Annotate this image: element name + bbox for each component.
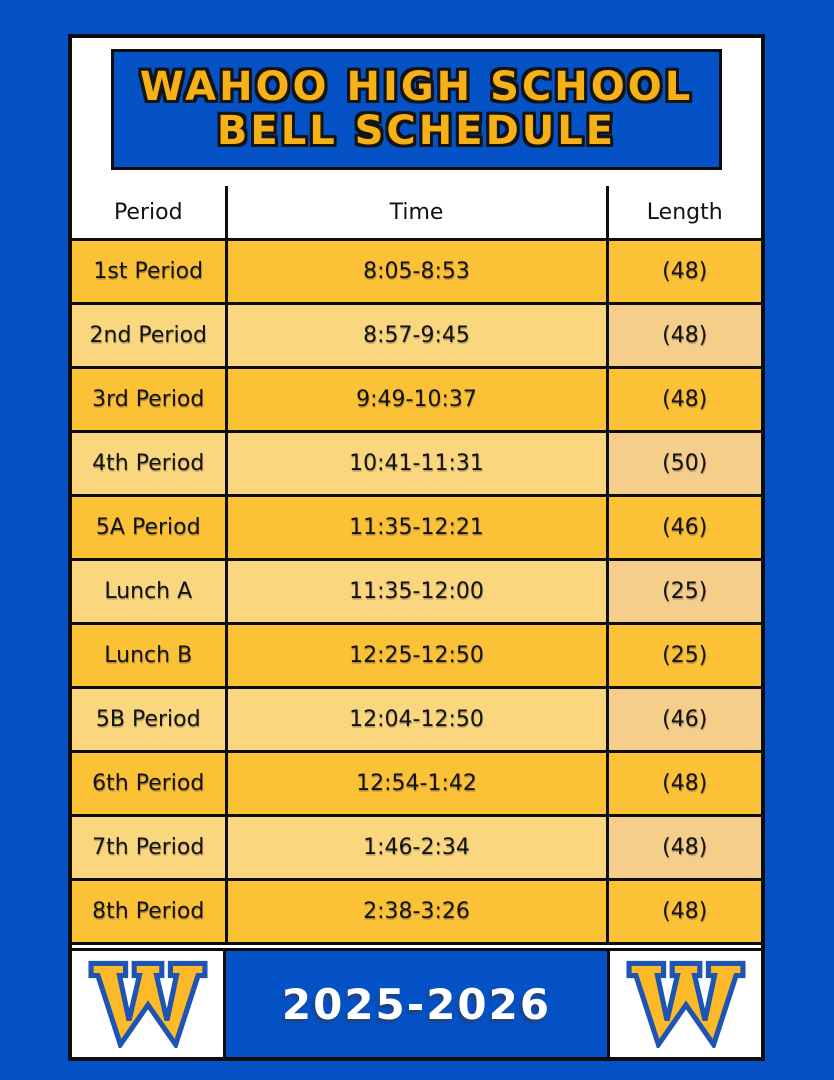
period-cell: 7th Period [72, 816, 226, 880]
schedule-rows [72, 240, 761, 944]
time-cell: 12:04-12:50 [226, 688, 607, 752]
length-cell: (48) [607, 880, 761, 944]
period-cell: 6th Period [72, 752, 226, 816]
time-cell: 2:38-3:26 [226, 880, 607, 944]
table-row [72, 560, 761, 624]
time-cell: 10:41-11:31 [226, 432, 607, 496]
w-logo-left [72, 951, 226, 1057]
column-header-time: Time [226, 186, 607, 240]
period-cell: 5B Period [72, 688, 226, 752]
column-header-period: Period [72, 186, 226, 240]
table-row [72, 752, 761, 816]
school-year-cell [226, 951, 607, 1057]
period-cell: 4th Period [72, 432, 226, 496]
period-cell: 8th Period [72, 880, 226, 944]
bell-schedule-table [72, 186, 761, 945]
length-cell: (48) [607, 816, 761, 880]
length-cell: (48) [607, 304, 761, 368]
time-cell: 11:35-12:21 [226, 496, 607, 560]
length-cell: (48) [607, 752, 761, 816]
table-row [72, 880, 761, 944]
period-cell: Lunch A [72, 560, 226, 624]
time-cell: 12:54-1:42 [226, 752, 607, 816]
title-line-1: WAHOO HIGH SCHOOL [139, 64, 694, 111]
title-banner [111, 49, 722, 170]
title-line-2: BELL SCHEDULE [216, 107, 617, 154]
column-header-length: Length [607, 186, 761, 240]
length-cell: (48) [607, 240, 761, 304]
table-row [72, 240, 761, 304]
length-cell: (46) [607, 688, 761, 752]
table-row [72, 816, 761, 880]
table-row [72, 496, 761, 560]
length-cell: (25) [607, 560, 761, 624]
length-cell: (48) [607, 368, 761, 432]
footer-bar [72, 948, 761, 1057]
w-logo-right [607, 951, 761, 1057]
table-row [72, 688, 761, 752]
time-cell: 11:35-12:00 [226, 560, 607, 624]
length-cell: (46) [607, 496, 761, 560]
period-cell: 1st Period [72, 240, 226, 304]
header-row [72, 186, 761, 240]
time-cell: 1:46-2:34 [226, 816, 607, 880]
time-cell: 8:05-8:53 [226, 240, 607, 304]
period-cell: 3rd Period [72, 368, 226, 432]
period-cell: 2nd Period [72, 304, 226, 368]
time-cell: 9:49-10:37 [226, 368, 607, 432]
table-row [72, 432, 761, 496]
table-row [72, 304, 761, 368]
period-cell: 5A Period [72, 496, 226, 560]
table-row [72, 368, 761, 432]
wahoo-w-logo-icon [87, 960, 209, 1048]
length-cell: (25) [607, 624, 761, 688]
period-cell: Lunch B [72, 624, 226, 688]
time-cell: 12:25-12:50 [226, 624, 607, 688]
bell-schedule-page [68, 34, 765, 1061]
table-row [72, 624, 761, 688]
school-year: 2025-2026 [281, 979, 552, 1029]
time-cell: 8:57-9:45 [226, 304, 607, 368]
length-cell: (50) [607, 432, 761, 496]
wahoo-w-logo-icon [625, 960, 747, 1048]
